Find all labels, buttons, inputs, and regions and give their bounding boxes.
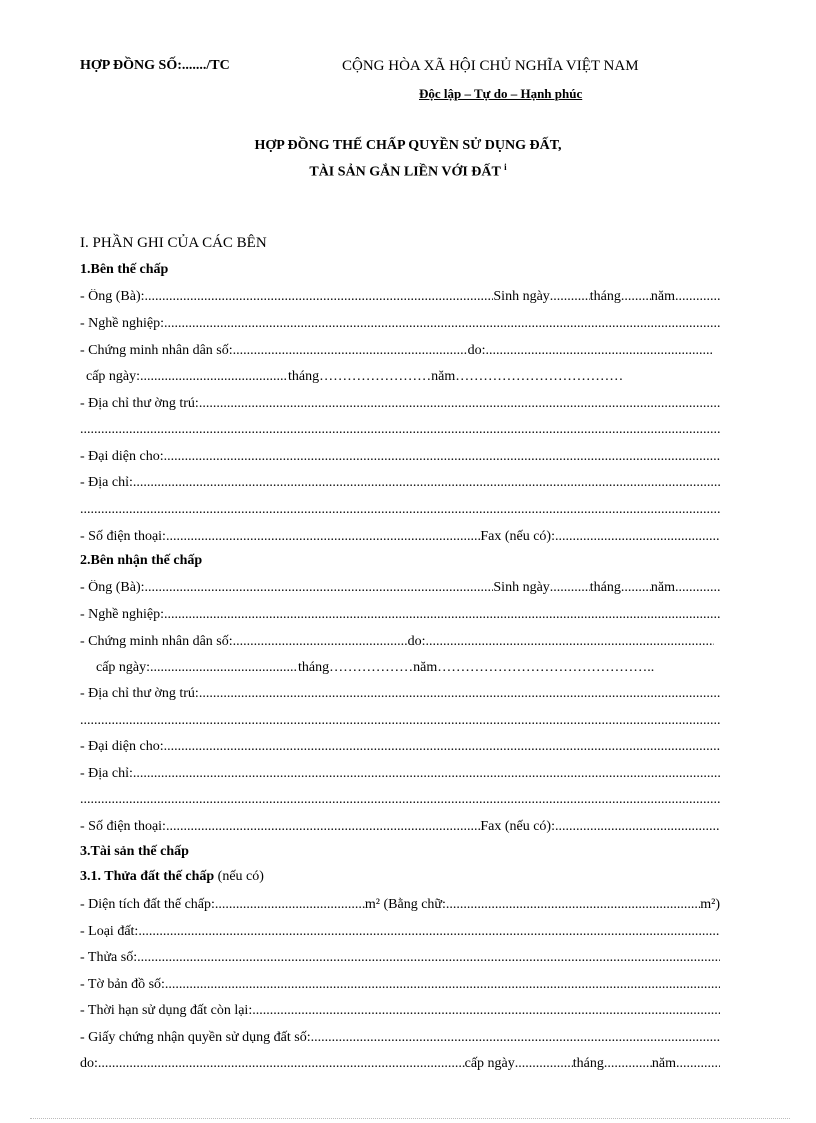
cert-month-field[interactable] — [604, 1056, 652, 1072]
map-row — [80, 977, 720, 995]
address-field-2[interactable] — [80, 713, 720, 729]
party-b-id-row — [80, 634, 714, 652]
rep-addr-label: - Địa chỉ: — [80, 766, 133, 781]
id-field[interactable] — [233, 343, 468, 359]
land-parcel-heading — [80, 869, 264, 885]
parcel-label: - Thửa số: — [80, 950, 138, 965]
cert-year-label: năm — [651, 1056, 676, 1071]
phone-label: - Số điện thoại: — [80, 819, 166, 834]
rep-field[interactable] — [164, 739, 720, 755]
rep-addr-label: - Địa chỉ: — [80, 475, 133, 490]
party-a-job-row — [80, 316, 720, 334]
party-b-rep-addr-row-2 — [80, 792, 720, 810]
id-label: - Chứng minh nhân dân số: — [80, 634, 233, 649]
name-field[interactable] — [145, 580, 494, 596]
area-unit-end: m²) — [700, 897, 720, 912]
id-by-label: do: — [407, 634, 426, 649]
issued-label: cấp ngày: — [86, 369, 141, 384]
area-label: - Diện tích đất thế chấp: — [80, 897, 215, 912]
job-field[interactable] — [164, 316, 720, 332]
cert-by-field[interactable] — [98, 1056, 465, 1072]
parcel-field[interactable] — [137, 950, 720, 966]
address-field-2[interactable] — [80, 422, 720, 438]
birth-label: Sinh ngày — [493, 580, 550, 595]
motto: Độc lập – Tự do – Hạnh phúc — [419, 86, 583, 101]
map-field[interactable] — [165, 977, 720, 993]
id-field[interactable] — [233, 634, 408, 650]
party-a-rep-addr-row — [80, 475, 720, 493]
rep-addr-field[interactable] — [133, 766, 720, 782]
cert-month-label: tháng — [572, 1056, 604, 1071]
party-a-rep-row — [80, 449, 720, 467]
party-b-job-row — [80, 607, 720, 625]
party-a-id-row — [80, 343, 712, 361]
party-b-address-row-2 — [80, 713, 720, 731]
birth-month-field[interactable] — [621, 580, 651, 596]
party-b-rep-row — [80, 739, 720, 757]
land-parcel-heading-text: 3.1. Thửa đất thế chấp — [80, 869, 215, 884]
rep-addr-field-2[interactable] — [80, 502, 720, 518]
party-a-issued-row — [86, 369, 716, 387]
term-field[interactable] — [252, 1003, 720, 1019]
page-bottom-divider — [30, 1118, 790, 1121]
asset-heading: 3.Tài sản thế chấp — [80, 844, 189, 859]
job-label: - Nghề nghiệp: — [80, 316, 164, 331]
parcel-row — [80, 950, 720, 968]
id-by-field[interactable] — [486, 343, 712, 359]
party-a-name-row — [80, 289, 720, 307]
address-label: - Địa chỉ thư ờng trú: — [80, 396, 199, 411]
rep-addr-field[interactable] — [133, 475, 720, 491]
birth-month-field[interactable] — [621, 289, 651, 305]
cert-day-field[interactable] — [515, 1056, 573, 1072]
party-b-heading: 2.Bên nhận thế chấp — [80, 553, 203, 568]
name-field[interactable] — [145, 289, 494, 305]
address-label: - Địa chỉ thư ờng trú: — [80, 686, 199, 701]
fax-field[interactable] — [555, 529, 720, 545]
birth-day-field[interactable] — [550, 289, 590, 305]
rep-addr-field-2[interactable] — [80, 792, 720, 808]
issued-label: cấp ngày: — [96, 660, 151, 675]
party-b-rep-addr-row — [80, 766, 720, 784]
area-words-field[interactable] — [446, 897, 700, 913]
address-field[interactable] — [199, 396, 720, 412]
fax-label: Fax (nếu có): — [480, 529, 555, 544]
title-line-2-text: TÀI SẢN GẮN LIỀN VỚI ĐẤT — [309, 164, 501, 180]
land-parcel-note: (nếu có) — [214, 869, 264, 884]
contract-number: HỢP ĐỒNG SỐ:......./TC — [80, 58, 230, 73]
party-a-heading: 1.Bên thế chấp — [80, 262, 169, 277]
year-label: năm — [650, 580, 675, 595]
area-unit: m² (Bằng chữ: — [364, 897, 446, 912]
party-a-phone-row — [80, 529, 720, 547]
birth-label: Sinh ngày — [493, 289, 550, 304]
rep-label: - Đại diện cho: — [80, 449, 164, 464]
party-a-address-row — [80, 396, 720, 414]
section-1-heading: I. PHẦN GHI CỦA CÁC BÊN — [80, 235, 267, 251]
year-label: năm — [650, 289, 675, 304]
phone-field[interactable] — [166, 819, 480, 835]
term-row — [80, 1003, 720, 1021]
area-row — [80, 897, 720, 915]
name-label: - Ông (Bà): — [80, 289, 145, 304]
rep-field[interactable] — [164, 449, 720, 465]
fax-label: Fax (nếu có): — [480, 819, 555, 834]
month-label: tháng — [589, 289, 621, 304]
party-a-address-row-2 — [80, 422, 720, 440]
party-b-phone-row — [80, 819, 720, 837]
country-name: CỘNG HÒA XÃ HỘI CHỦ NGHĨA VIỆT NAM — [342, 58, 639, 74]
birth-year-field[interactable] — [675, 580, 720, 596]
birth-year-field[interactable] — [675, 289, 720, 305]
birth-day-field[interactable] — [550, 580, 590, 596]
party-b-name-row — [80, 580, 720, 598]
issued-month: tháng……………… — [298, 660, 414, 675]
month-label: tháng — [589, 580, 621, 595]
cert-field[interactable] — [311, 1030, 720, 1046]
issued-month: tháng…………………… — [288, 369, 432, 384]
phone-field[interactable] — [166, 529, 480, 545]
id-label: - Chứng minh nhân dân số: — [80, 343, 233, 358]
cert-label: - Giấy chứng nhận quyền sử dụng đất số: — [80, 1030, 311, 1045]
cert-issue-row — [80, 1056, 720, 1074]
title-line-1: HỢP ĐỒNG THẾ CHẤP QUYỀN SỬ DỤNG ĐẤT, — [254, 138, 562, 153]
issued-day-field[interactable] — [150, 660, 298, 676]
cert-date-label: cấp ngày — [464, 1056, 515, 1071]
area-field[interactable] — [215, 897, 365, 913]
job-field[interactable] — [164, 607, 720, 623]
cert-row — [80, 1030, 720, 1048]
id-by-field[interactable] — [426, 634, 714, 650]
map-label: - Tờ bản đồ số: — [80, 977, 165, 992]
issued-year: năm……………………………… — [431, 369, 624, 384]
term-label: - Thời hạn sử dụng đất còn lại: — [80, 1003, 253, 1018]
address-field[interactable] — [199, 686, 720, 702]
issued-day-field[interactable] — [140, 369, 288, 385]
rep-label: - Đại diện cho: — [80, 739, 164, 754]
id-by-label: do: — [467, 343, 486, 358]
land-type-row — [80, 924, 720, 942]
party-b-issued-row — [96, 660, 716, 678]
phone-label: - Số điện thoại: — [80, 529, 166, 544]
land-type-label: - Loại đất: — [80, 924, 139, 939]
title-line-2 — [0, 162, 816, 181]
job-label: - Nghề nghiệp: — [80, 607, 164, 622]
cert-by-label: do: — [80, 1056, 98, 1071]
footnote-mark: i — [504, 162, 507, 172]
fax-field[interactable] — [555, 819, 720, 835]
land-type-field[interactable] — [138, 924, 720, 940]
cert-year-field[interactable] — [676, 1056, 720, 1072]
party-a-rep-addr-row-2 — [80, 502, 720, 520]
party-b-address-row — [80, 686, 720, 704]
issued-year: năm……………………………………….. — [413, 660, 655, 675]
name-label: - Ông (Bà): — [80, 580, 145, 595]
